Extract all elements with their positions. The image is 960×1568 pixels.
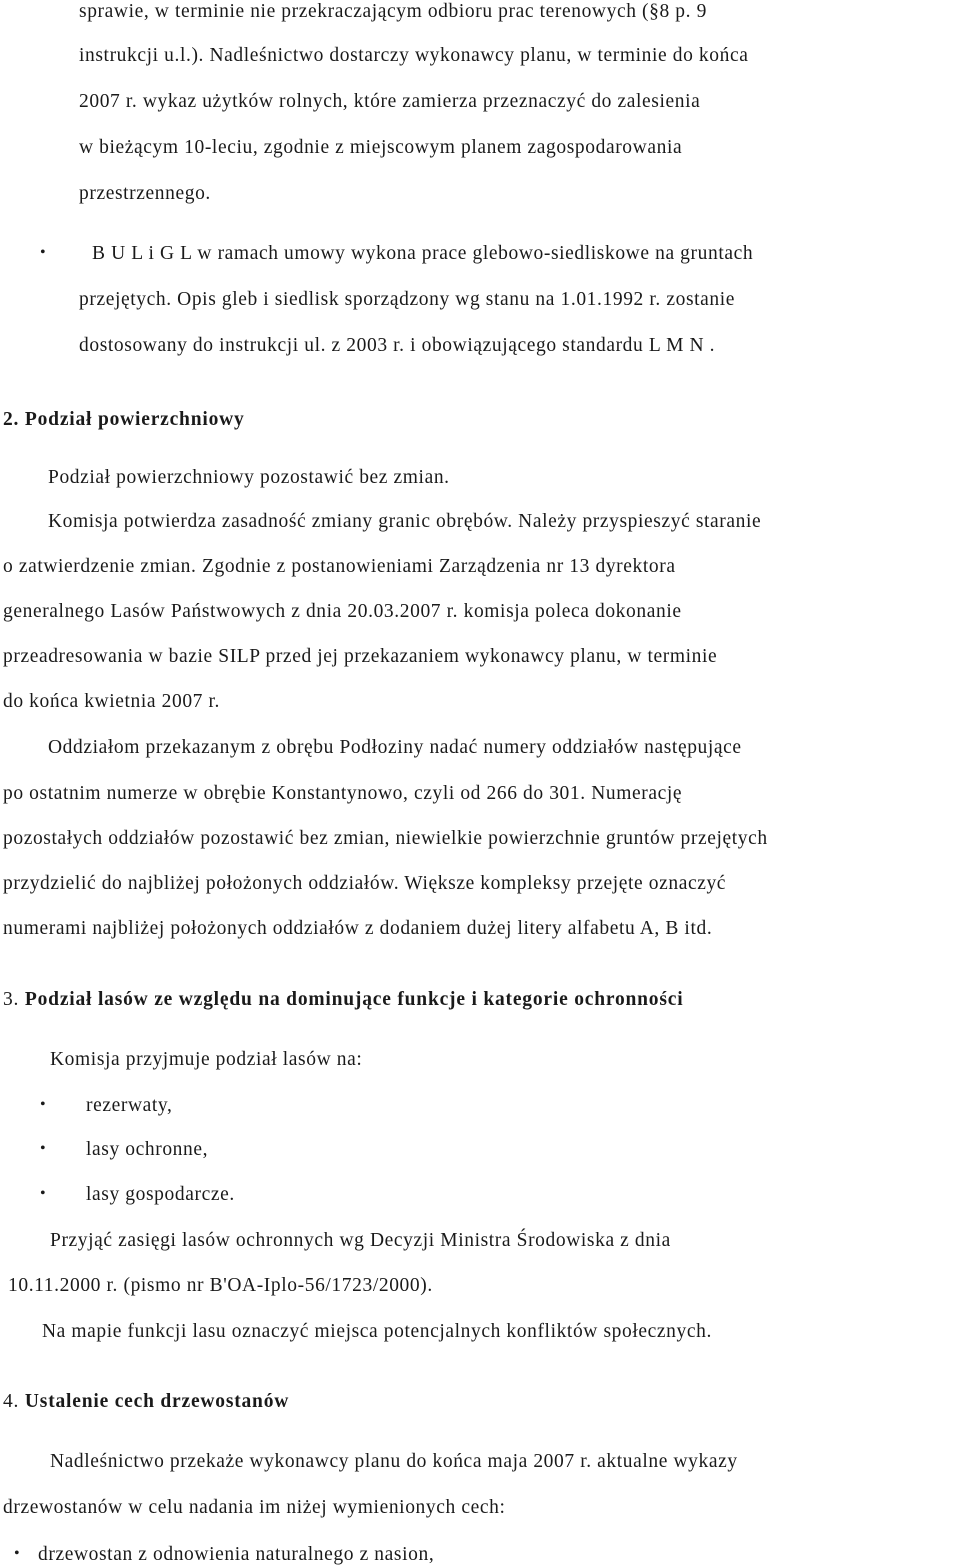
text-line: przeadresowania w bazie SILP przed jej przekazaniem wykonawcy planu, w terminie xyxy=(3,646,718,667)
text-line: 10.11.2000 r. (pismo nr B'OA-Iplo-56/1723/2000). xyxy=(8,1275,433,1296)
bullet-icon: • xyxy=(14,1545,21,1562)
section-heading xyxy=(3,1390,289,1414)
text-line: do końca kwietnia 2007 r. xyxy=(3,691,220,712)
text-line: przejętych. Opis gleb i siedlisk sporządzony wg stanu na 1.01.1992 r. zostanie xyxy=(79,289,736,310)
list-item: rezerwaty, xyxy=(86,1095,173,1116)
text-line: 2007 r. wykaz użytków rolnych, które zamierza przeznaczyć do zalesienia xyxy=(79,91,701,112)
bullet-icon: • xyxy=(40,1096,47,1113)
list-item: lasy gospodarcze. xyxy=(86,1184,235,1205)
text-line: po ostatnim numerze w obrębie Konstantynowo, czyli od 266 do 301. Numerację xyxy=(3,783,683,804)
text-line: Oddziałom przekazanym z obrębu Podłoziny nadać numery oddziałów następujące xyxy=(48,737,742,758)
bullet-icon: • xyxy=(40,1140,47,1157)
section-title: Podział powierzchniowy xyxy=(24,409,245,430)
text-line: przydzielić do najbliżej położonych oddziałów. Większe kompleksy przejęte oznaczyć xyxy=(3,873,727,894)
text-line: Komisja potwierdza zasadność zmiany granic obrębów. Należy przyspieszyć staranie xyxy=(48,511,762,532)
section-title: Ustalenie cech drzewostanów xyxy=(24,1391,290,1412)
section-number: 4. xyxy=(3,1391,20,1412)
text-line: instrukcji u.l.). Nadleśnictwo dostarczy wykonawcy planu, w terminie do końca xyxy=(79,45,749,66)
text-line: Na mapie funkcji lasu oznaczyć miejsca potencjalnych konfliktów społecznych. xyxy=(42,1321,712,1342)
text-line: w bieżącym 10-leciu, zgodnie z miejscowym planem zagospodarowania xyxy=(79,137,683,158)
text-line: Nadleśnictwo przekaże wykonawcy planu do końca maja 2007 r. aktualne wykazy xyxy=(50,1451,738,1472)
text-line: przestrzennego. xyxy=(79,183,211,204)
text-line: drzewostanów w celu nadania im niżej wymienionych cech: xyxy=(3,1497,506,1518)
text-line: B U L i G L w ramach umowy wykona prace glebowo-siedliskowe na gruntach xyxy=(92,243,754,264)
text-line: sprawie, w terminie nie przekraczającym odbioru prac terenowych (§8 p. 9 xyxy=(79,1,707,22)
text-line: numerami najbliżej położonych oddziałów z dodaniem dużej litery alfabetu A, B itd. xyxy=(3,918,713,939)
text-line: dostosowany do instrukcji ul. z 2003 r. i obowiązującego standardu L M N . xyxy=(79,335,716,356)
text-line: Podział powierzchniowy pozostawić bez zmian. xyxy=(48,467,450,488)
bullet-icon: • xyxy=(40,244,47,261)
text-line: Komisja przyjmuje podział lasów na: xyxy=(50,1049,363,1070)
section-number: 2. xyxy=(3,409,20,430)
list-item: lasy ochronne, xyxy=(86,1139,209,1160)
bullet-icon: • xyxy=(40,1185,47,1202)
text-line: generalnego Lasów Państwowych z dnia 20.03.2007 r. komisja poleca dokonanie xyxy=(3,601,682,622)
list-item: drzewostan z odnowienia naturalnego z nasion, xyxy=(38,1544,435,1565)
text-line: o zatwierdzenie zmian. Zgodnie z postanowieniami Zarządzenia nr 13 dyrektora xyxy=(3,556,676,577)
section-number: 3. xyxy=(3,989,20,1010)
text-line: Przyjąć zasięgi lasów ochronnych wg Decyzji Ministra Środowiska z dnia xyxy=(50,1230,671,1251)
section-title: Podział lasów ze względu na dominujące funkcje i kategorie ochronności xyxy=(24,989,684,1010)
text-line: pozostałych oddziałów pozostawić bez zmian, niewielkie powierzchnie gruntów przejętych xyxy=(3,828,768,849)
section-heading xyxy=(3,988,683,1012)
section-heading xyxy=(3,408,245,432)
